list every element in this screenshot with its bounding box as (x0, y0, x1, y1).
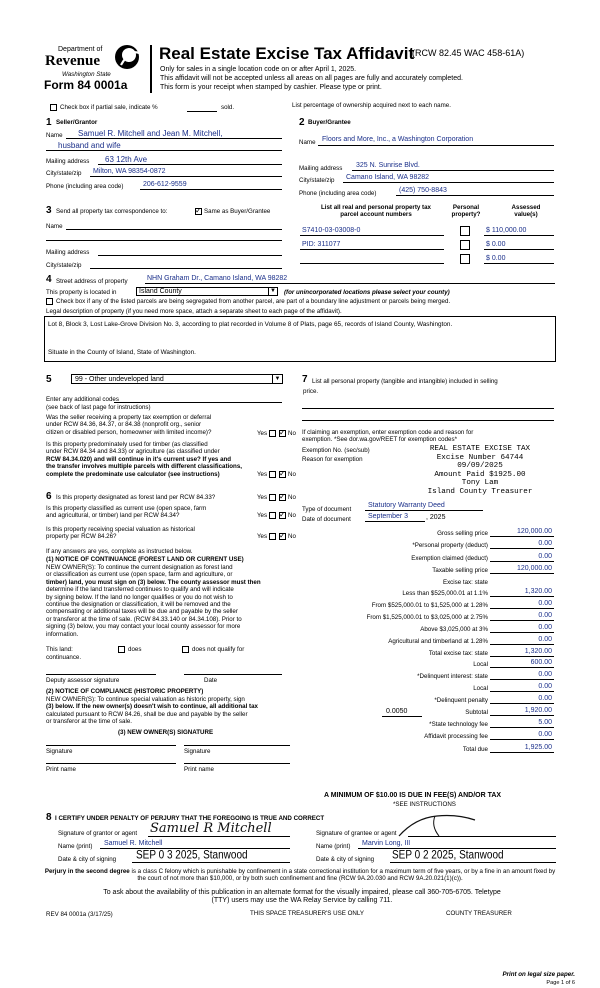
calc-label-6: From $525,000.01 to $1,525,000 at 1.28% (371, 602, 488, 609)
grantee-date-label: Date & city of signing (316, 856, 375, 863)
calc-value-8[interactable]: 0.00 (538, 624, 552, 631)
seller-section-number: 1 (46, 117, 52, 128)
stamp-line-4: Amount Paid $1925.00 (434, 470, 526, 479)
parcel-col-heading (306, 204, 446, 219)
calc-value-7[interactable]: 0.00 (538, 612, 552, 619)
seller-phone-label: Phone (including area code) (46, 183, 124, 190)
correspondence-name-label: Name (46, 223, 63, 230)
if-yes-note: If any answers are yes, complete as instructed below. (46, 548, 193, 555)
buyer-mail-field[interactable]: 325 N. Sunrise Blvd. (356, 162, 420, 169)
assessed-col-heading-1: Assessed (511, 204, 541, 211)
partial-sale-checkbox[interactable] (50, 104, 57, 111)
see-instructions: (see back of last page for instructions) (46, 404, 151, 411)
n1-line-6: continue the designation or classification, it will be removed and the (46, 601, 231, 609)
street-label: Street address of property (56, 278, 128, 285)
partial-sale-percent-line (187, 111, 217, 112)
grantee-sig-line (408, 836, 556, 837)
correspondence-section-number: 3 (46, 205, 52, 216)
dept-of-label: Department of (58, 46, 103, 53)
assessed-line-3 (484, 263, 554, 264)
see-instructions-note: *SEE INSTRUCTIONS (393, 801, 456, 808)
grantee-name-field[interactable]: Marvin Long, III (362, 840, 411, 847)
calc-line-1 (490, 548, 554, 549)
seller-mail-field[interactable]: 63 12th Ave (105, 155, 148, 164)
seller-heading: Seller/Grantor (56, 119, 98, 126)
buyer-section-number: 2 (299, 117, 305, 128)
owner-print-line-2 (184, 763, 290, 764)
street-section-number: 4 (46, 274, 52, 285)
calc-value-17[interactable]: 0.00 (538, 731, 552, 738)
calc-label-1: *Personal property (deduct) (412, 542, 488, 549)
deputy-date-line (184, 674, 282, 675)
calc-line-0 (490, 536, 554, 537)
buyer-mail-line (352, 170, 554, 171)
buyer-name-label: Name (299, 139, 316, 146)
calc-value-13[interactable]: 0.00 (538, 683, 552, 690)
county-select-value: Island County (139, 288, 182, 295)
n2-line-1: NEW OWNER(S): To continue special valuation as historic property, sign (46, 696, 245, 703)
perjury-text: is a class C felony which is punishable by confinement in a state correctional institution for a maximum term of five years, or by a fine in an amount fixed by the court of not more than $10,000, or by both such confinement and fine (RCW 9A.20.030 and RCW 9A.20.021(1)(c)). (131, 868, 556, 883)
calc-label-17: Affidavit processing fee (424, 733, 488, 740)
q1-yes-checkbox[interactable] (269, 430, 276, 437)
correspondence-heading: Send all property tax correspondence to: (56, 208, 168, 215)
certify-text: I CERTIFY UNDER PENALTY OF PERJURY THAT THE FOREGOING IS TRUE AND CORRECT (55, 815, 325, 822)
buyer-phone-label: Phone (including area code) (299, 190, 377, 197)
calc-line-12 (490, 679, 554, 680)
calc-label-4: Excise tax: state (442, 579, 488, 586)
calc-line-13 (490, 691, 554, 692)
calc-value-11[interactable]: 600.00 (530, 659, 552, 666)
tax-calculation (300, 528, 556, 798)
doc-type-field[interactable]: Statutory Warranty Deed (368, 502, 445, 509)
n1-line-8: or transferor at the time of sale. (RCW 84.33.140 or 84.34.108). Prior to (46, 615, 242, 623)
calc-label-9: Agricultural and timberland at 1.28% (388, 638, 488, 645)
form-title: Real Estate Excise Tax Affidavit (159, 44, 415, 63)
doc-type-label: Type of document (302, 506, 352, 513)
correspondence-mail-line (98, 255, 282, 256)
grantee-sig-label: Signature of grantee or agent (316, 830, 397, 837)
grantor-sig-label: Signature of grantor or agent (58, 830, 138, 837)
new-owner-sig-heading: (3) NEW OWNER(S) SIGNATURE (118, 729, 214, 736)
parcel-line-1 (300, 235, 444, 236)
n1-line-2: or classification as current use (open space, farm and agriculture, or (46, 571, 233, 579)
calc-label-18: Total due (462, 746, 488, 753)
q1-no-label: No (288, 430, 296, 437)
sec6-q1-yes-checkbox[interactable] (269, 494, 276, 501)
partial-sale-label: Check box if partial sale, indicate % (60, 104, 158, 111)
q1-yes-label: Yes (257, 430, 268, 437)
doc-date-line (365, 521, 425, 522)
sec6-q3-line-1: Is this property receiving special valuation as historical (46, 526, 195, 533)
seller-city-label: City/state/zip (46, 170, 82, 177)
deputy-date-label: Date (204, 677, 218, 684)
sec5-q2-line-3: RCW 84.34.020) and will continue in it's current use? If yes and (46, 455, 232, 463)
n1-line-5: by signing below. If the land no longer qualifies or you do not wish to (46, 593, 233, 601)
personal-col-heading-2: property? (451, 211, 481, 219)
grantor-date-field[interactable]: SEP 0 3 2025, Stanwood (136, 848, 248, 863)
exempt-text-2: exemption. *See dor.wa.gov/REET for exemption codes* (302, 436, 458, 444)
located-label: This property is located in (46, 289, 117, 296)
header-note-2: This affidavit will not be accepted unless all areas on all pages are fully and accurately completed. (160, 75, 463, 82)
q1-no-checkbox[interactable] (279, 430, 286, 437)
sec5-number: 5 (46, 374, 52, 385)
stamp-line-5: Tony Lam (461, 479, 499, 488)
correspondence-name-line (66, 229, 282, 230)
sec6-q2-no-checkbox[interactable] (279, 512, 286, 519)
stamp-line-3: 09/09/2025 (457, 462, 503, 471)
calc-label-11: Local (473, 661, 488, 668)
n2-line-4: or transferor at the time of sale. (46, 718, 132, 726)
sec5-q1 (46, 414, 211, 436)
form-number: Form 84 0001a (44, 78, 128, 92)
sec6-q2-line-1: Is this property classified as current use (open space, farm (46, 505, 207, 512)
treasurer-stamp (400, 445, 560, 497)
doc-type-line (365, 510, 483, 511)
n1-line-3: timber) land, you must sign on (3) below. The county assessor must then (46, 578, 261, 586)
doc-date-field[interactable]: September 3 (368, 513, 409, 520)
sec7-text-1: List all personal property (tangible and intangible) included in selling (312, 378, 498, 385)
grantor-signature[interactable]: Samuel R Mitchell (150, 821, 272, 836)
segregated-label: Check box if any of the listed parcels are being segregated from another parcel, are part of a boundary line adjustment or parcels being merged. (56, 298, 451, 305)
sec6-q3-no-checkbox[interactable] (279, 533, 286, 540)
owner-sig-line-1 (46, 745, 176, 746)
parcel-number-2[interactable]: PID: 311077 (302, 241, 341, 248)
seller-phone-line (140, 189, 282, 190)
personal-col-heading (446, 204, 486, 219)
seller-mail-line (98, 164, 282, 165)
sec6-q3 (46, 526, 195, 541)
perjury-notice (40, 868, 560, 883)
assessed-col-heading-2: value(s) (514, 211, 538, 219)
exempt-no-label: Exemption No. (sec/sub) (302, 447, 370, 454)
owner-sig-label-2: Signature (184, 748, 211, 755)
n1-line-9: signing (3) below, you may contact your local county assessor for more (46, 623, 241, 631)
seller-name-field[interactable]: Samuel R. Mitchell and Jean M. Mitchell, (78, 129, 223, 138)
sec7-text-2: price. (303, 388, 319, 396)
sec6-q1-yes-label: Yes (257, 494, 268, 501)
land-use-select[interactable] (71, 374, 283, 384)
seller-city-field[interactable]: Milton, WA 98354-0872 (93, 168, 166, 175)
n2-line-2: (3) below. If the new owner(s) doesn't wish to continue, all additional tax (46, 703, 258, 711)
segregated-checkbox[interactable] (46, 298, 53, 305)
calc-line-5 (490, 596, 554, 597)
sec5-q1-line-1: Was the seller receiving a property tax exemption or deferral (46, 414, 212, 421)
assessed-line-2 (484, 249, 554, 250)
buyer-name-field[interactable]: Floors and More, Inc., a Washington Corporation (322, 136, 474, 143)
personal-col-heading-1: Personal (452, 204, 480, 211)
legal-desc-label: Legal description of property (if you need more space, attach a separate sheet to each page of the affidavit). (46, 308, 342, 315)
seller-phone-field[interactable]: 206-612-9559 (143, 181, 187, 188)
sec6-q3-yes-checkbox[interactable] (269, 533, 276, 540)
calc-line-6 (490, 608, 554, 609)
sec6-q3-no-label: No (288, 533, 296, 540)
buyer-name-line (318, 145, 554, 146)
calc-line-15 (490, 715, 554, 716)
calc-line-3 (490, 573, 554, 574)
parcel-number-1[interactable]: S7410-03-03008-0 (302, 227, 361, 234)
calc-label-2: Exemption claimed (deduct) (411, 555, 488, 562)
treasurer-use: THIS SPACE TREASURER'S USE ONLY (250, 910, 364, 917)
grantor-sig-line (148, 836, 290, 837)
calc-line-18 (490, 752, 554, 753)
revenue-label: Revenue (45, 53, 100, 69)
sec6-number: 6 (46, 491, 52, 502)
page-number: Page 1 of 6 (546, 980, 575, 986)
calc-value-2[interactable]: 0.00 (538, 553, 552, 560)
q2-no-checkbox[interactable] (279, 471, 286, 478)
does-not-label: does not qualify for (192, 646, 245, 653)
grantee-date-field[interactable]: SEP 0 2 2025, Stanwood (392, 848, 504, 863)
continuance-label: continuance. (46, 654, 82, 661)
assessed-value-2[interactable]: $ 0.00 (486, 241, 506, 248)
header-divider (150, 45, 152, 93)
sec6-q1-no-checkbox[interactable] (279, 494, 286, 501)
calc-value-16[interactable]: 5.00 (538, 719, 552, 726)
calc-label-7: From $1,525,000.01 to $3,025,000 at 2.75% (366, 614, 488, 621)
legal-description-line-1: Lot 8, Block 3, Lost Lake-Grove Division No. 3, according to plat recorded in Volume 8 of Plats, page 65, records of Island County, Washington. (48, 321, 453, 328)
sec6-q1-no-label: No (288, 494, 296, 501)
sec6-q2-line-2: and agricultural, or timber) land per RCW 84.34? (46, 512, 180, 520)
calc-value-0[interactable]: 120,000.00 (516, 528, 552, 535)
calc-value-1[interactable]: 0.00 (538, 540, 552, 547)
stamp-line-2: Excise Number 64744 (436, 453, 524, 462)
buyer-city-label: City/state/zip (299, 177, 335, 184)
header-note-1: Only for sales in a single location code on or after April 1, 2025. (160, 66, 357, 73)
calc-line-16 (490, 727, 554, 728)
unincorporated-note: (for unincorporated locations please select your county) (284, 289, 450, 296)
correspondence-city-label: City/state/zip (46, 262, 82, 269)
calc-value-3[interactable]: 120,000.00 (516, 565, 552, 572)
partial-sale-sold: sold. (221, 104, 235, 111)
does-checkbox[interactable] (118, 646, 125, 653)
ownership-note: List percentage of ownership acquired next to each name. (292, 102, 451, 109)
legal-paper-note: Print on legal size paper. (502, 971, 575, 978)
legal-description-box[interactable] (44, 316, 556, 362)
exempt-text-1: If claiming an exemption, enter exemption code and reason for (302, 429, 474, 436)
personal-property-checkbox-1[interactable] (460, 226, 470, 236)
n1-line-7: compensating or additional taxes will be due and payable by the seller (46, 608, 238, 616)
sec7-text (303, 378, 498, 396)
sec5-q2-line-4: the transfer involves multiple parcels with different classifications, (46, 463, 242, 471)
minimum-due-note: A MINIMUM OF $10.00 IS DUE IN FEE(S) AND/OR TAX (324, 792, 502, 799)
owner-print-line-1 (46, 763, 176, 764)
assessed-col-heading (496, 204, 556, 219)
same-as-buyer-checkbox[interactable] (195, 208, 202, 215)
parcel-col-heading-1: List all real and personal property tax (320, 204, 432, 211)
calc-value-12[interactable]: 0.00 (538, 671, 552, 678)
q2-no-label: No (288, 471, 296, 478)
this-land-label: This land: (46, 646, 73, 653)
calc-label-8: Above $3,025,000 at 3% (420, 626, 488, 633)
grantor-name-field[interactable]: Samuel R. Mitchell (104, 840, 163, 847)
calc-line-7 (490, 620, 554, 621)
rev-number: REV 84 0001a (3/17/25) (46, 911, 113, 918)
calc-label-5: Less than $525,000.01 at 1.1% (402, 590, 488, 597)
sec5-q2-line-2: under RCW 84.34 and 84.33) or agriculture (as classified under (46, 448, 220, 456)
sec5-q1-line-2: under RCW 84.36, 84.37, or 84.38 (nonprofit org., senior (46, 421, 202, 429)
sec6-q1: Is this property designated as forest land per RCW 84.33? (56, 494, 216, 501)
sec5-q2 (46, 441, 242, 478)
calc-line-14 (490, 703, 554, 704)
sec7-number: 7 (302, 374, 308, 385)
n1-line-4: determine if the land transferred continues to qualify and will indicate (46, 586, 234, 594)
owner-print-label-1: Print name (46, 766, 76, 773)
notice-continuance-body (46, 564, 261, 638)
buyer-city-line (343, 182, 554, 183)
sec5-q2-line-1: Is this property predominately used for timber (as classified (46, 441, 208, 448)
owner-sig-line-2 (184, 745, 290, 746)
sec6-q2 (46, 505, 206, 520)
grantee-signature-icon[interactable] (395, 812, 485, 842)
calc-label-16: *State technology fee (429, 721, 488, 728)
doc-date-label: Date of document (302, 516, 351, 523)
notice-continuance-heading: (1) NOTICE OF CONTINUANCE (FOREST LAND OR CURRENT USE) (46, 556, 244, 563)
correspondence-city-line (90, 268, 282, 269)
land-use-select-value: 99 - Other undeveloped land (75, 375, 164, 383)
calc-line-11 (490, 667, 554, 668)
revenue-logo-icon (112, 43, 142, 71)
buyer-mail-label: Mailing address (299, 165, 343, 172)
assessed-value-1[interactable]: $ 110,000.00 (486, 227, 527, 234)
county-select[interactable] (136, 287, 278, 296)
sec6-q2-yes-label: Yes (257, 512, 268, 519)
buyer-phone-line (396, 195, 554, 196)
owner-print-label-2: Print name (184, 766, 214, 773)
calc-label-13: Local (473, 685, 488, 692)
chevron-down-icon: ▼ (272, 375, 282, 383)
personal-property-checkbox-2[interactable] (460, 240, 470, 250)
additional-codes-line (114, 402, 282, 403)
street-line (145, 283, 555, 284)
parcel-col-heading-2: parcel account numbers (340, 211, 412, 219)
sec7-line-1 (302, 408, 554, 409)
state-label: Washington State (62, 71, 111, 78)
grantee-name-label: Name (print) (316, 843, 351, 850)
alt-format-2: (TTY) users may use the WA Relay Service by calling 711. (211, 897, 393, 904)
deputy-label: Deputy assessor signature (46, 677, 120, 684)
calc-line-8 (490, 632, 554, 633)
calc-line-10 (490, 656, 554, 657)
calc-value-6[interactable]: 0.00 (538, 600, 552, 607)
does-label: does (128, 646, 142, 653)
parcel-line-3 (300, 263, 444, 264)
calc-label-10: Total excise tax: state (428, 650, 488, 657)
street-field[interactable]: NHN Graham Dr., Camano Island, WA 98282 (147, 275, 288, 282)
grantee-date-line (390, 862, 556, 863)
q2-yes-label: Yes (257, 471, 268, 478)
parcel-line-2 (300, 249, 444, 250)
reason-label: Reason for exemption (302, 456, 363, 463)
sec6-q2-no-label: No (288, 512, 296, 519)
calc-label-14: *Delinquent penalty (434, 697, 488, 704)
legal-description-line-2: Situate in the County of Island, State of Washington. (48, 349, 196, 356)
header-note-3: This form is your receipt when stamped by cashier. Please type or print. (160, 84, 382, 91)
buyer-heading: Buyer/Grantee (308, 119, 351, 126)
seller-name-label: Name (46, 132, 63, 139)
local-rate-line (382, 716, 422, 717)
correspondence-blank-line (46, 240, 282, 241)
seller-name-line (66, 138, 282, 139)
buyer-phone-field[interactable]: (425) 750-8843 (399, 187, 447, 194)
calc-label-0: Gross selling price (437, 530, 488, 537)
buyer-city-field[interactable]: Camano Island, WA 98282 (346, 174, 430, 181)
sec7-line-2 (302, 420, 554, 421)
doc-year: , 2025 (426, 514, 446, 521)
notice-compliance-body (46, 696, 258, 726)
exempt-text (302, 429, 473, 444)
additional-codes-label: Enter any additional codes (46, 396, 119, 403)
grantor-name-label: Name (print) (58, 843, 93, 850)
notice-compliance-heading: (2) NOTICE OF COMPLIANCE (HISTORIC PROPERTY) (46, 688, 204, 695)
seller-name-line-2 (46, 150, 282, 151)
calc-value-18[interactable]: 1,925.00 (524, 744, 552, 751)
grantor-date-line (132, 862, 290, 863)
seller-name-field-2[interactable]: husband and wife (58, 141, 121, 150)
county-treasurer: COUNTY TREASURER (446, 910, 512, 917)
personal-property-checkbox-3[interactable] (460, 254, 470, 264)
calc-value-10[interactable]: 1,320.00 (524, 648, 552, 655)
sec5-q1-line-3: citizen or disabled person, homeowner with limited income)? (46, 428, 212, 436)
seller-mail-label: Mailing address (46, 158, 90, 165)
calc-value-5[interactable]: 1,320.00 (524, 588, 552, 595)
q2-yes-checkbox[interactable] (269, 471, 276, 478)
sec6-q3-yes-label: Yes (257, 533, 268, 540)
assessed-line-1 (484, 235, 554, 236)
calc-value-14[interactable]: 0.00 (538, 695, 552, 702)
grantor-date-label: Date & city of signing (58, 856, 117, 863)
chevron-down-icon: ▼ (268, 288, 277, 295)
stamp-line-1: REAL ESTATE EXCISE TAX (429, 445, 531, 453)
sec5-q2-line-5: complete the predominate use calculator (see instructions) (46, 470, 220, 478)
same-as-buyer-label: Same as Buyer/Grantee (204, 208, 271, 215)
calc-value-9[interactable]: 0.00 (538, 636, 552, 643)
seller-city-line (90, 176, 282, 177)
calc-label-15: Subtotal (465, 709, 488, 716)
sec8-number: 8 (46, 812, 52, 823)
sec6-q3-line-2: property per RCW 84.26? (46, 533, 117, 541)
assessed-value-3[interactable]: $ 0.00 (486, 255, 506, 262)
calc-line-2 (490, 561, 554, 562)
n1-line-1: NEW OWNER(S): To continue the current designation as forest land (46, 564, 233, 571)
local-rate: 0.0050 (386, 708, 408, 715)
owner-sig-label-1: Signature (46, 748, 73, 755)
alt-format-1: To ask about the availability of this publication in an alternate format for the visually impaired, please call 360-705-6705. Teletype (103, 889, 501, 896)
correspondence-mail-label: Mailing address (46, 249, 90, 256)
calc-line-9 (490, 644, 554, 645)
calc-label-3: Taxable selling price (432, 567, 488, 574)
calc-label-12: *Delinquent interest: state (417, 673, 488, 680)
n2-line-3: calculated pursuant to RCW 84.26, shall be due and payable by the seller (46, 710, 248, 718)
perjury-bold: Perjury in the second degree (44, 868, 130, 875)
form-rcw: (RCW 82.45 WAC 458-61A) (412, 48, 525, 58)
sec6-q2-yes-checkbox[interactable] (269, 512, 276, 519)
does-not-checkbox[interactable] (182, 646, 189, 653)
n1-line-10: information. (46, 630, 79, 638)
calc-value-15[interactable]: 1,920.00 (524, 707, 552, 714)
deputy-line (46, 674, 156, 675)
stamp-line-6: Island County Treasurer (427, 487, 533, 496)
calc-line-17 (490, 739, 554, 740)
